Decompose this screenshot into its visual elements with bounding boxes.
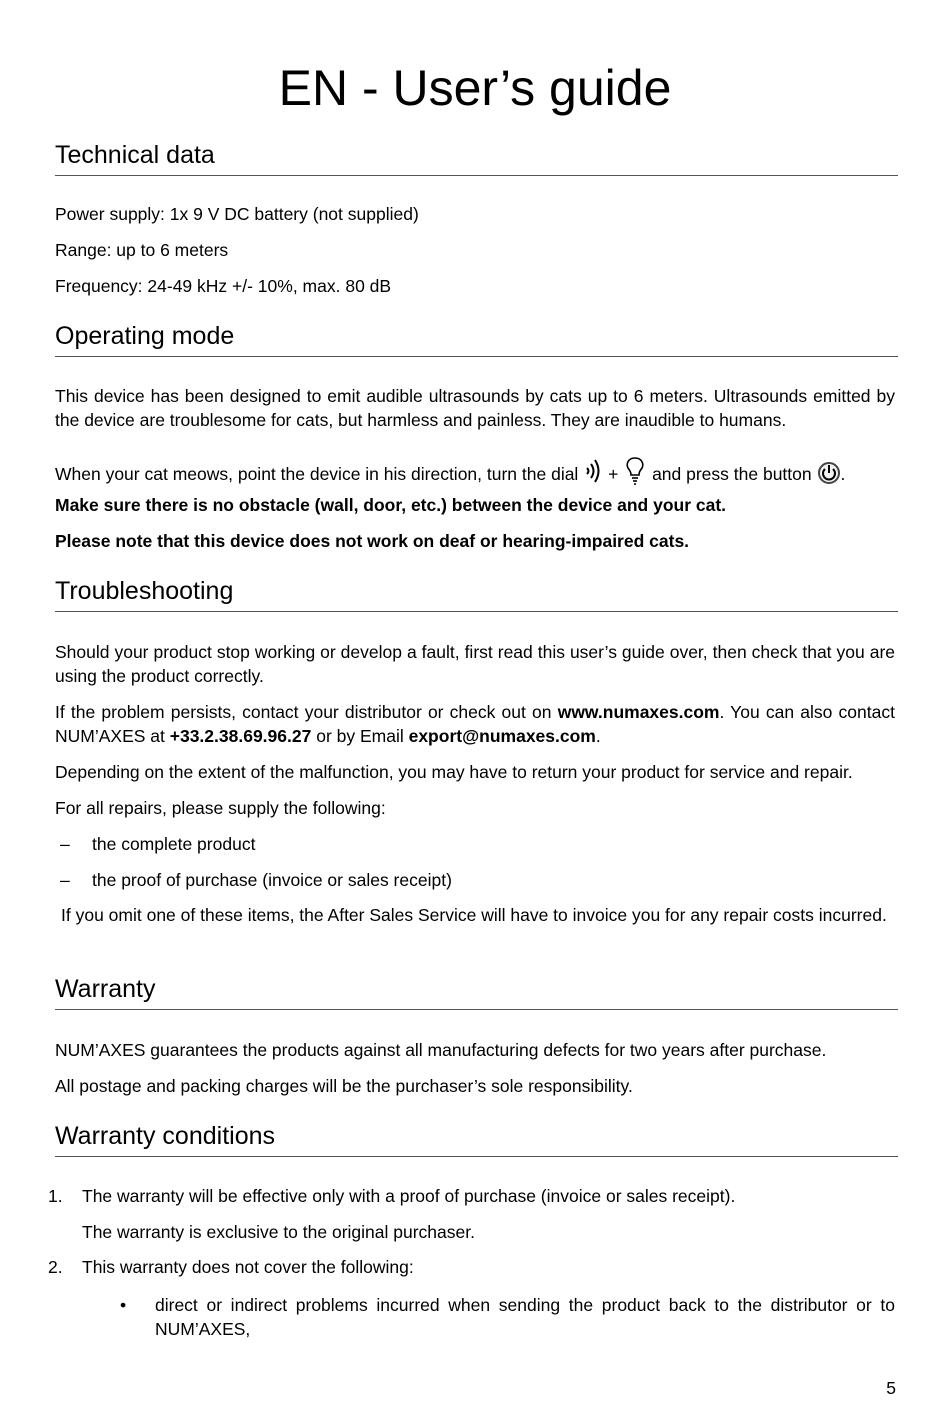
omit-items-text: If you omit one of these items, the After Sales Service will have to invoice you for any repair costs incurred.	[61, 905, 887, 925]
list-number: 2.	[48, 1257, 63, 1277]
warranty-guarantee-text: NUM’AXES guarantees the products against all manufacturing defects for two years after purchase.	[55, 1040, 827, 1060]
warranty-heading: Warranty	[55, 974, 898, 1010]
light-bulb-icon	[623, 456, 647, 492]
phone-number: +33.2.38.69.96.27	[169, 726, 312, 746]
technical-data-heading: Technical data	[55, 140, 898, 176]
list-number: 1.	[48, 1186, 63, 1206]
warranty-postage-text: All postage and packing charges will be the purchaser’s sole responsibility.	[55, 1076, 633, 1096]
sound-waves-icon	[583, 456, 603, 492]
contact-text-d: .	[595, 726, 601, 746]
website-link[interactable]: www.numaxes.com	[557, 702, 720, 722]
email-link[interactable]: export@numaxes.com	[408, 726, 596, 746]
operating-mode-heading: Operating mode	[55, 321, 898, 357]
troubleshooting-contact	[55, 700, 895, 748]
warranty-conditions-heading: Warranty conditions	[55, 1121, 898, 1157]
list-item: the proof of purchase (invoice or sales receipt)	[92, 870, 452, 890]
instructions-text-2: and press the button	[652, 464, 812, 484]
repairs-text: For all repairs, please supply the following:	[55, 798, 386, 818]
operating-instructions	[55, 456, 895, 492]
obstacle-warning: Make sure there is no obstacle (wall, door, etc.) between the device and your cat.	[55, 495, 727, 515]
plus-sign: +	[608, 464, 619, 484]
frequency-text: Frequency: 24-49 kHz +/- 10%, max. 80 dB	[55, 276, 392, 296]
condition-item-1-sub: The warranty is exclusive to the original purchaser.	[82, 1222, 475, 1242]
list-item: the complete product	[92, 834, 256, 854]
instructions-end: .	[840, 464, 846, 484]
page-number: 5	[886, 1378, 896, 1398]
list-dash: –	[60, 834, 70, 854]
list-dash: –	[60, 870, 70, 890]
contact-text-a: If the problem persists, contact your distributor or check out on	[55, 702, 558, 722]
power-supply-text: Power supply: 1x 9 V DC battery (not supplied)	[55, 204, 419, 224]
troubleshooting-intro: Should your product stop working or develop a fault, first read this user’s guide over, then check that you are using the product correctly.	[55, 642, 895, 686]
contact-text-b: . You can also contact NUM’AXES at	[55, 702, 895, 746]
malfunction-text: Depending on the extent of the malfunction, you may have to return your product for service and repair.	[55, 762, 853, 782]
bullet-item: direct or indirect problems incurred when sending the product back to the distributor or to NUM’AXES,	[155, 1295, 895, 1339]
troubleshooting-heading: Troubleshooting	[55, 576, 898, 612]
page-title: EN - User’s guide	[278, 60, 672, 116]
operating-description: This device has been designed to emit audible ultrasounds by cats up to 6 meters. Ultrasounds emitted by the device are troublesome for cats, but harmless and painless. They are inaudible to humans.	[55, 386, 895, 430]
condition-item-1: The warranty will be effective only with a proof of purchase (invoice or sales receipt).	[82, 1186, 736, 1206]
power-icon	[817, 460, 841, 492]
instructions-text-1: When your cat meows, point the device in his direction, turn the dial	[55, 464, 579, 484]
condition-item-2: This warranty does not cover the following:	[82, 1257, 414, 1277]
bullet-symbol: •	[120, 1295, 127, 1315]
contact-text-c: or by Email	[311, 726, 409, 746]
deaf-cats-warning: Please note that this device does not work on deaf or hearing-impaired cats.	[55, 531, 690, 551]
range-text: Range: up to 6 meters	[55, 240, 229, 260]
